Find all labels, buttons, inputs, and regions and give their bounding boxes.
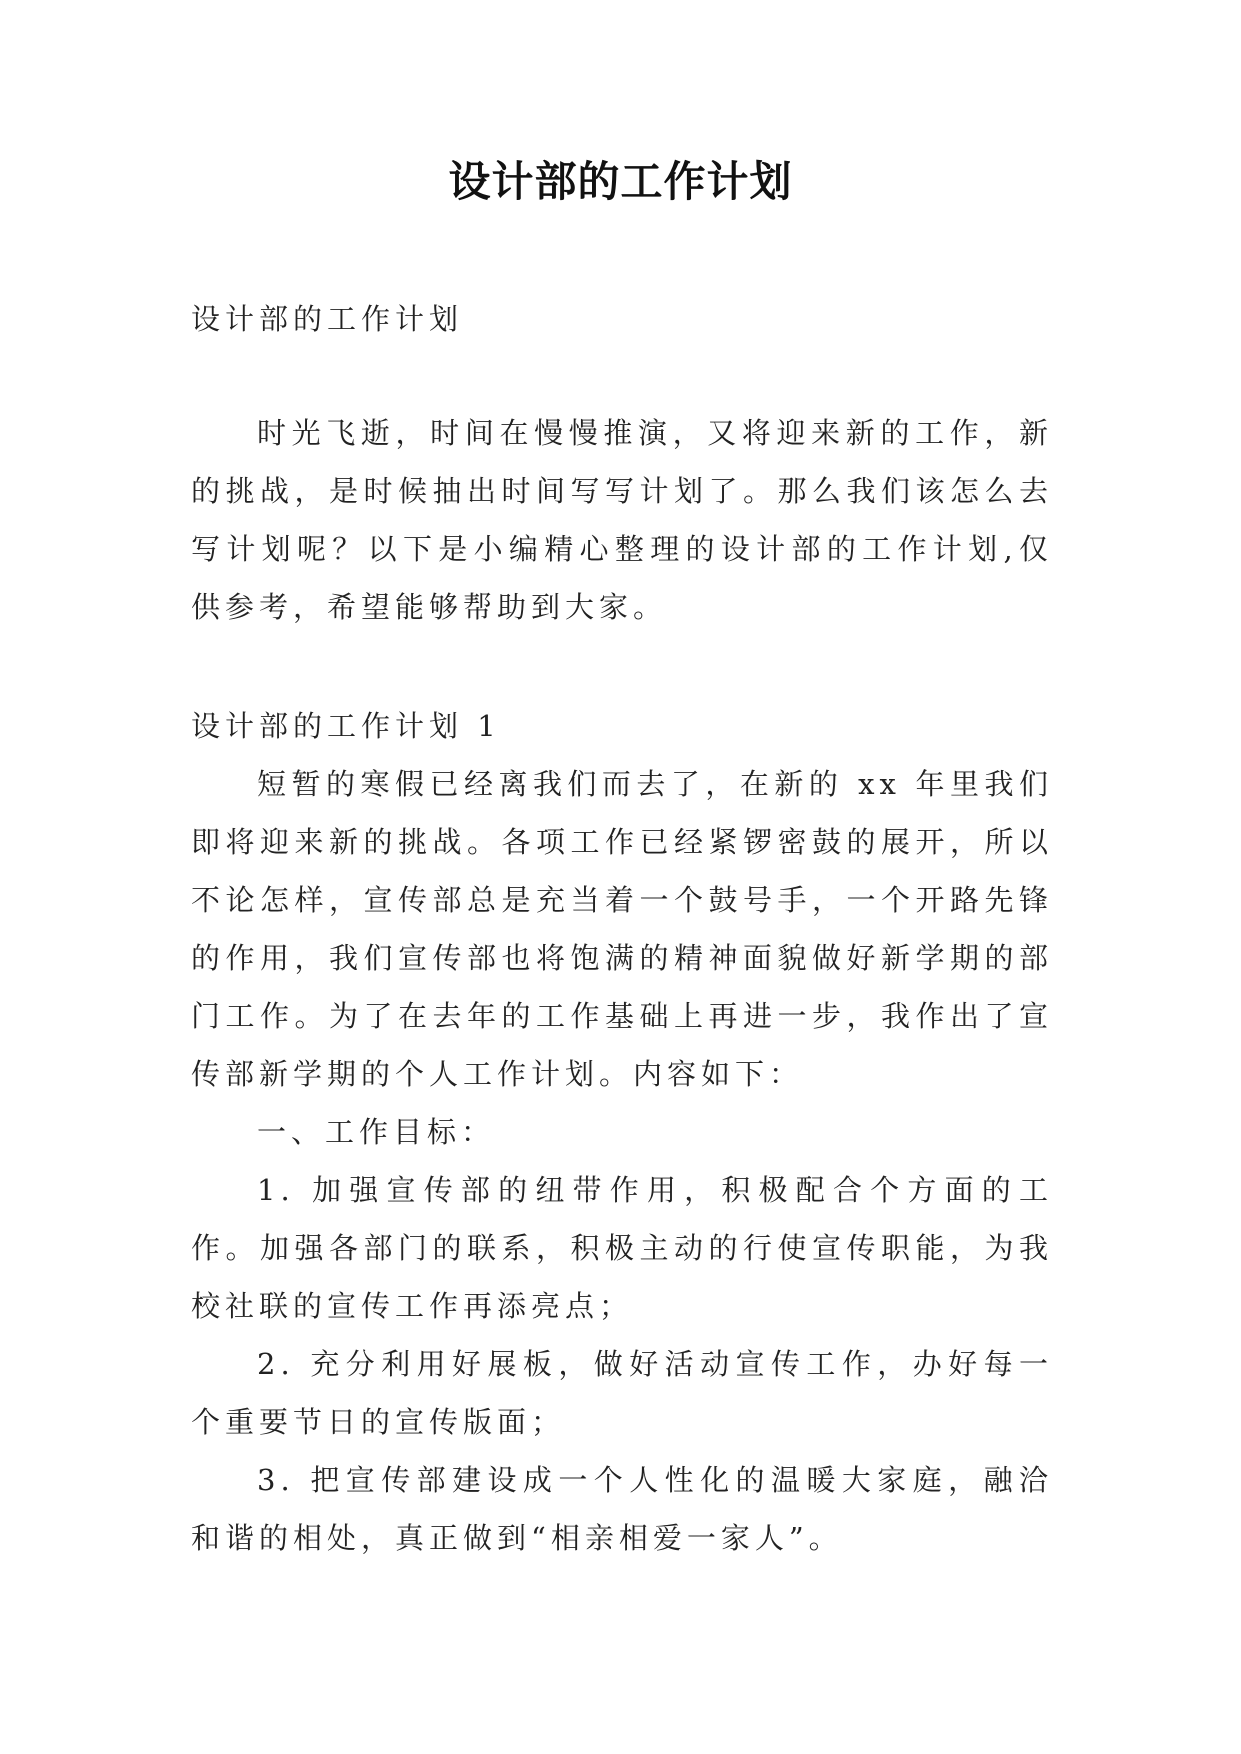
- list-item-3: 3. 把宣传部建设成一个人性化的温暖大家庭，融洽和谐的相处，真正做到“相亲相爱一家人”。: [191, 1463, 1053, 1555]
- section-body: [191, 755, 1053, 1567]
- heading-work-goals: 一、工作目标：: [257, 1115, 496, 1149]
- document-subtitle: 设计部的工作计划: [191, 302, 464, 336]
- paragraph-overview: 短暂的寒假已经离我们而去了，在新的 xx 年里我们即将迎来新的挑战。各项工作已经紧锣密鼓的展开，所以不论怎样，宣传部总是充当着一个鼓号手，一个开路先锋的作用，我们宣传部也将饱满的精神面貌做好新学期的部门工作。为了在去年的工作基础上再进一步，我作出了宣传部新学期的个人工作计划。内容如下：: [191, 767, 1053, 1091]
- list-item-1: 1. 加强宣传部的纽带作用，积极配合个方面的工作。加强各部门的联系，积极主动的行使宣传职能，为我校社联的宣传工作再添亮点；: [191, 1173, 1053, 1323]
- list-item-2: 2. 充分利用好展板，做好活动宣传工作，办好每一个重要节日的宣传版面；: [191, 1347, 1053, 1439]
- section-heading: 设计部的工作计划 1: [191, 709, 501, 743]
- document-title: 设计部的工作计划: [448, 157, 793, 206]
- intro-paragraph: 时光飞逝，时间在慢慢推演，又将迎来新的工作，新的挑战，是时候抽出时间写写计划了。那么我们该怎么去写计划呢？以下是小编精心整理的设计部的工作计划,仅供参考，希望能够帮助到大家。: [191, 416, 1053, 624]
